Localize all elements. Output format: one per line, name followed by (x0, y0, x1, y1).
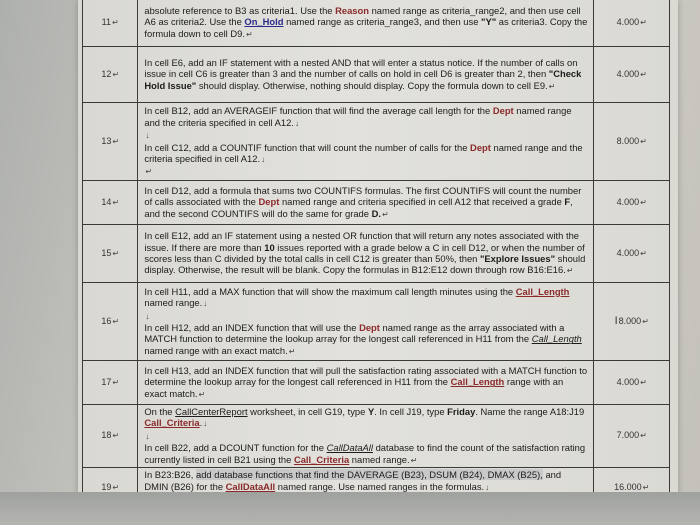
photo-bottom-edge (0, 492, 700, 525)
table-row (83, 361, 670, 405)
step-points: I8.000↵ (594, 283, 670, 361)
step-number: 14↵ (83, 181, 138, 225)
step-description: In cell E6, add an IF statement with a nested AND that will enter a status notice. If the number of calls on issue in cell C6 is greater than 3 and the number of calls on hold in cell D6 is greater than 2, then "Check Hold Issue" should display. Otherwise, nothing should display. Copy the formula down to cell E9.↵ (138, 47, 594, 103)
step-description: On the CallCenterReport worksheet, in cell G19, type Y. In cell J19, type Friday. Name the range A18:J19 Call_Criteria.↓ ↓ In cell B22, add a DCOUNT function for the CallDataAll database to find the count of the satisfaction rating currently listed in cell B21 using the Call_Criteria named range.↵ (138, 405, 594, 468)
step-description: In B23:B26, add database functions that find the DAVERAGE (B23), DSUM (B24), DMAX (B25), and DMIN (B26) for the CallDataAll named range. Use named ranges in the formulas.↓ (138, 468, 594, 508)
table-row (83, 225, 670, 283)
step-number: 12↵ (83, 47, 138, 103)
step-description: In cell E12, add an IF statement using a nested OR function that will return any notes associated with the issue. If there are more than 10 issues reported with a grade below a C in cell D12, or when the number of scores less than C divided by the total calls in cell C12 is greater than 50%, then "Explore Issues" should display. Otherwise, the result will be blank. Copy the formulas in B12:E12 down through row B16:E16.↵ (138, 225, 594, 283)
step-number: 13↵ (83, 103, 138, 181)
table-row (83, 181, 670, 225)
step-points: 4.000↵ (594, 361, 670, 405)
step-description: In cell D12, add a formula that sums two COUNTIFS formulas. The first COUNTIFS will count the number of calls associated with the Dept named range and criteria specified in cell A12 that received a grade F, and the second COUNTIFS will do the same for grade D.↵ (138, 181, 594, 225)
step-description: In cell H11, add a MAX function that will show the maximum call length minutes using the Call_Length named range.↓ ↓ In cell H12, add an INDEX function that will use the Dept named range as the array associated with a MATCH function to determine the lookup array for the longest call referenced in H11 from the Call_Length named range with an exact match.↵ (138, 283, 594, 361)
step-description: absolute reference to B3 as criteria1. Use the Reason named range as criteria_range2, and then use cell A6 as criteria2. Use the On_Hold named range as criteria_range3, and then use "Y" as criteria3. Copy the formula down to cell D9.↵ (138, 0, 594, 47)
text-cursor-icon: I (614, 314, 618, 327)
step-number: 18↵ (83, 405, 138, 468)
step-points: 4.000↵ (594, 0, 670, 47)
table-row (83, 103, 670, 181)
table-row (83, 283, 670, 361)
step-number: 19↵ (83, 468, 138, 508)
step-points: 7.000↵ (594, 405, 670, 468)
step-points: 16.000↵ (594, 468, 670, 508)
table-row (83, 47, 670, 103)
step-number: 11↵ (83, 0, 138, 47)
step-points: 4.000↵ (594, 47, 670, 103)
table-row (83, 405, 670, 468)
step-points: 4.000↵ (594, 181, 670, 225)
grading-rubric-table (82, 0, 670, 508)
step-points: 4.000↵ (594, 225, 670, 283)
step-number: 17↵ (83, 361, 138, 405)
step-number: 15↵ (83, 225, 138, 283)
step-description: In cell H13, add an INDEX function that will pull the satisfaction rating associated with a MATCH function to determine the lookup array for the longest call referenced in H11 from the Call_Length range with an exact match.↵ (138, 361, 594, 405)
document-page (78, 0, 678, 492)
step-number: 16↵ (83, 283, 138, 361)
step-description: In cell B12, add an AVERAGEIF function that will find the average call length for the Dept named range and the criteria specified in cell A12.↓ ↓ In cell C12, add a COUNTIF function that will count the number of calls for the Dept named range and the criteria specified in cell A12.↓ ↵ (138, 103, 594, 181)
step-points: 8.000↵ (594, 103, 670, 181)
table-row (83, 0, 670, 47)
